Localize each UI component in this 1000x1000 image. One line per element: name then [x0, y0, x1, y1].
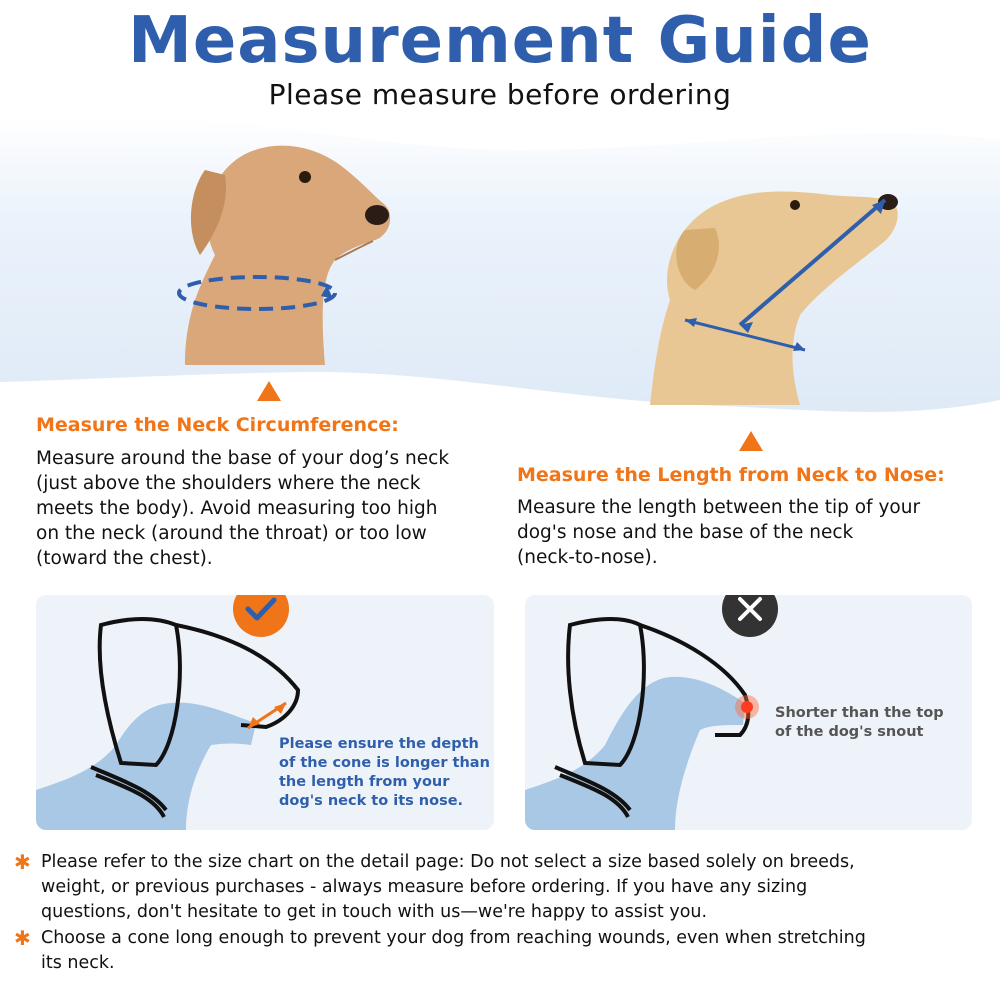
pointer-triangle-right [738, 430, 764, 452]
nose-step-body [517, 495, 987, 570]
nose-step-title: Measure the Length from Neck to Nose: [517, 464, 945, 486]
nose-step-line: (neck-to-nose). [517, 547, 658, 568]
correct-note-line: the length from your [279, 774, 450, 790]
dog-nose-photo [640, 180, 910, 405]
asterisk-icon: ✱ [14, 850, 31, 874]
page-title: Measurement Guide [128, 4, 872, 78]
asterisk-icon: ✱ [14, 926, 31, 950]
correct-cone-panel [36, 595, 494, 830]
neck-step-line: on the neck (around the throat) or too low [36, 523, 427, 544]
footnote-1 [14, 850, 984, 925]
footnote-line: Choose a cone long enough to prevent your dog from reaching wounds, even when stretching [41, 928, 866, 948]
dog-neck-photo [145, 135, 405, 365]
correct-note-line: of the cone is longer than [279, 755, 490, 771]
footnote-line: Please refer to the size chart on the detail page: Do not select a size based solely on breeds, [41, 852, 855, 872]
incorrect-note [775, 704, 970, 742]
incorrect-cone-panel [525, 595, 972, 830]
cross-icon [736, 595, 764, 623]
dog-silhouette [525, 677, 745, 830]
incorrect-note-line: Shorter than the top [775, 705, 944, 721]
neck-step-line: (just above the shoulders where the neck [36, 473, 421, 494]
nose-step-line: Measure the length between the tip of your [517, 497, 921, 518]
neck-step-body [36, 446, 496, 571]
correct-note [279, 735, 494, 811]
neck-step-title: Measure the Neck Circumference: [36, 414, 399, 436]
footnote-line: questions, don't hesitate to get in touch with us—we're happy to assist you. [41, 902, 708, 922]
footnote-line: weight, or previous purchases - always measure before ordering. If you have any sizing [41, 877, 808, 897]
neck-step-line: (toward the chest). [36, 548, 213, 569]
footnote-2 [14, 926, 984, 976]
correct-note-line: dog's neck to its nose. [279, 793, 464, 809]
check-icon [245, 595, 277, 623]
neck-step-line: meets the body). Avoid measuring too high [36, 498, 438, 519]
page-subtitle: Please measure before ordering [268, 78, 732, 111]
correct-note-line: Please ensure the depth [279, 736, 479, 752]
neck-step-line: Measure around the base of your dog’s neck [36, 448, 450, 469]
pointer-triangle-left [256, 380, 282, 402]
incorrect-note-line: of the dog's snout [775, 724, 924, 740]
nose-step-line: dog's nose and the base of the neck [517, 522, 854, 543]
footnote-line: its neck. [41, 953, 115, 973]
